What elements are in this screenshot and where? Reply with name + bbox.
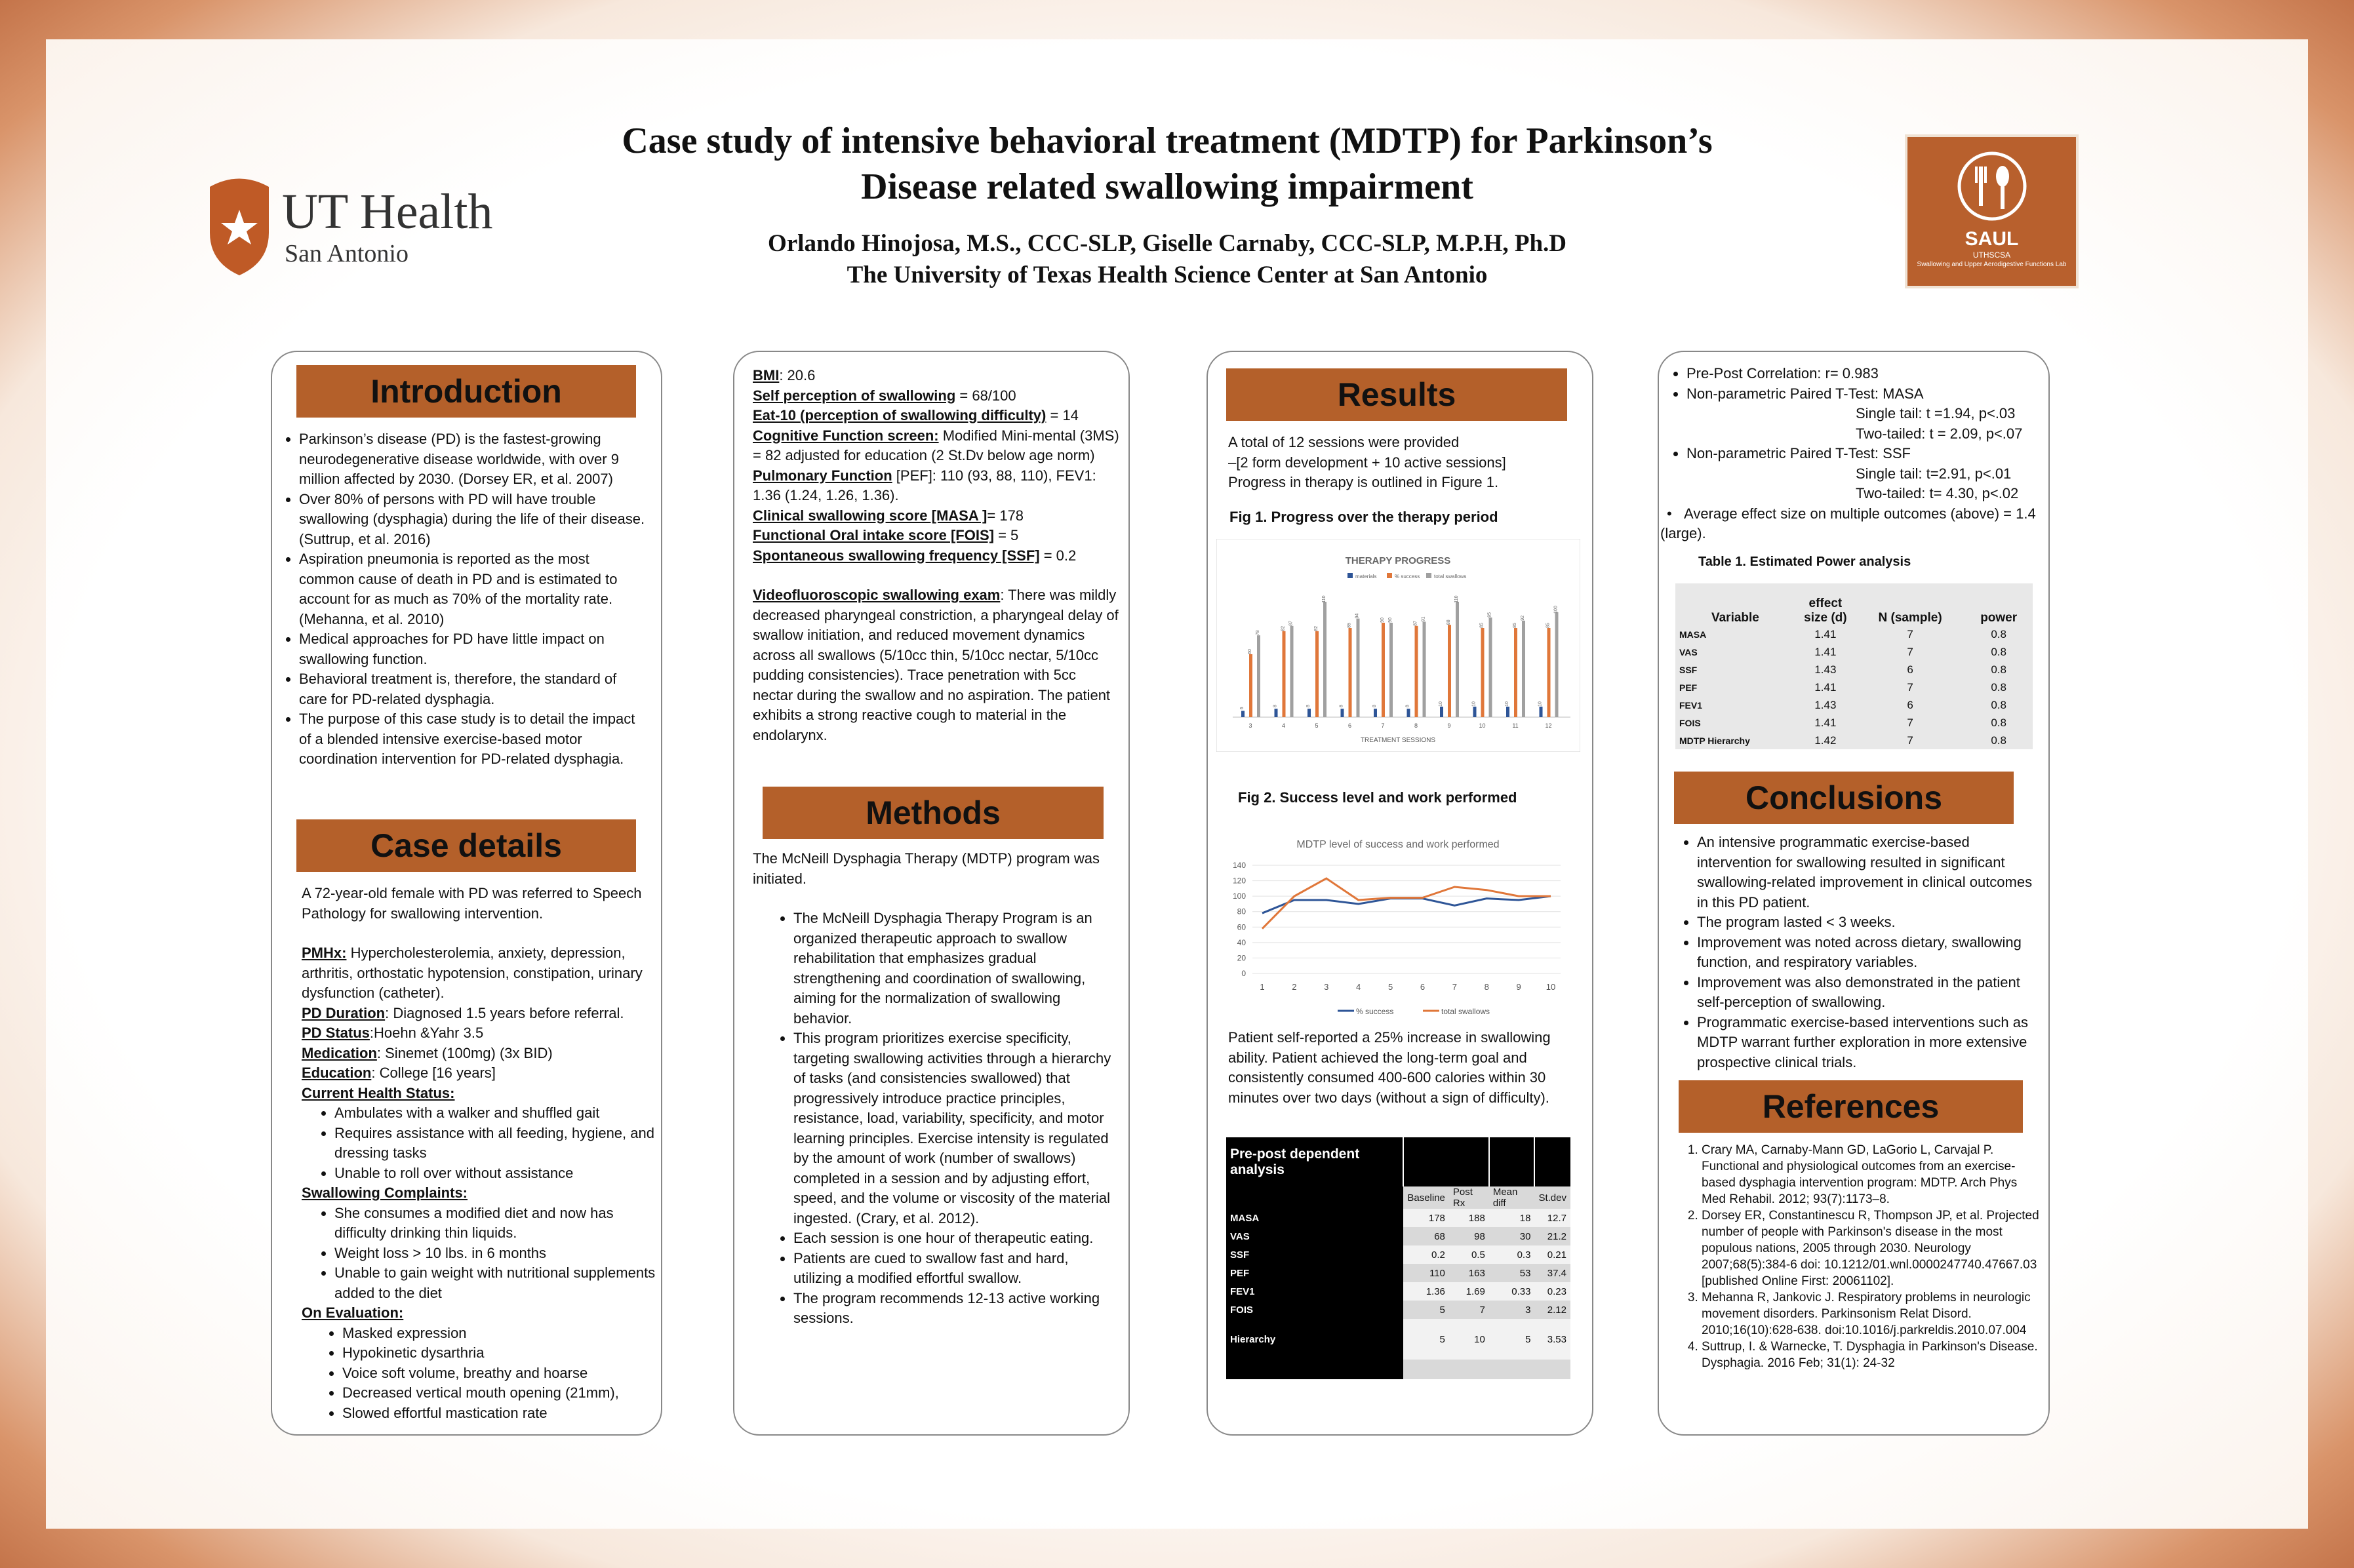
conclusion-bullet: • Improvement was also demonstrated in the patient self-perception of swallowing. [1697,973,2038,1013]
conclusions-heading: Conclusions [1674,772,2014,824]
fig1-bar-label: 92 [1521,615,1525,621]
prepost-cell: 30 [1489,1227,1535,1245]
reference-item: 3. Mehanna R, Jankovic J. Respiratory problems in neurologic movement disorders. Parkinsonism Relat Disord. 2010;16(10):628-638. doi:10.1016/j.parkreldis.2010.07.004 [1702,1289,2039,1339]
power-row-label: FEV1 [1679,699,1703,711]
power-cell: 1.41 [1814,627,1837,640]
complaint-item: • She consumes a modified diet and now has difficulty drinking thin liquids. [334,1204,656,1244]
fig1-bar [1555,612,1559,717]
eval-item: • Hypokinetic dysarthria [342,1343,656,1363]
fig1-bar [1275,709,1278,717]
power-cell: 1.41 [1814,645,1837,658]
fig1-bar-label: 95 [1487,612,1492,617]
power-row-label: PEF [1679,682,1698,693]
saul-sub2: Swallowing and Upper Aerodigestive Functions Lab [1917,261,2067,268]
fig1-caption: Fig 1. Progress over the therapy period [1229,509,1498,525]
prepost-row-label: Hierarchy [1226,1319,1403,1360]
results-intro: A total of 12 sessions were provided –[2 form development + 10 active sessions] Progress in therapy is outlined in Figure 1. [1228,434,1506,490]
fig1-bar [1389,623,1393,717]
reference-item: 1. Crary MA, Carnaby-Mann GD, LaGorio L, Carvajal P. Functional and physiological outcomes from an exercise-based dysphagia intervention program: MDTP. Arch Phys Med Rehabil. 2012; 93(7):1173–8. [1702,1142,2039,1207]
prepost-row-label: PEF [1226,1264,1403,1282]
fig1-bar-label: 10 [1538,701,1543,707]
power-cell: 0.8 [1991,734,2006,747]
case-eval-label: On Evaluation: [302,1304,404,1321]
fig2-x-tick: 4 [1356,982,1361,992]
prepost-row-label: FEV1 [1226,1282,1403,1301]
prepost-cell: 53 [1489,1264,1535,1282]
fig1-bar-label: 85 [1347,623,1352,628]
eval-item: • Slowed effortful mastication rate [342,1403,656,1424]
methods-text [753,849,1120,1329]
prepost-cell: 3.53 [1534,1319,1570,1360]
prepost-cell: 188 [1449,1209,1489,1227]
methods-bullet: • This program prioritizes exercise specificity, targeting swallowing activities through a hierarchy of tasks (and consistencies swallowed) that progressively introduce practice principles, resistance, load, variability, specificity, and motor learning principles. Exercise intensity is regulated by the amount of work (number of swallows) completed in a session and by adjusting effort, speed, and the volume or viscosity of the material ingested. (Crary, et al. 2012). [793,1029,1120,1228]
power-cell: 7 [1907,680,1913,694]
stat-masa-test: • Non-parametric Paired T-Test: MASA [1686,384,2041,404]
power-header: Variable [1711,611,1759,625]
prepost-header: Post Rx [1452,1186,1473,1209]
prepost-cell: 7 [1449,1301,1489,1319]
poster-title: Case study of intensive behavioral treatment (MDTP) for Parkinson’s Disease related swallowing impairment [622,121,1713,207]
power-row [1675,661,2033,678]
introduction-text [279,429,647,770]
fig2-title: MDTP level of success and work performed [1296,839,1500,850]
fig1-bar [1547,628,1551,717]
prepost-cell: 98 [1449,1227,1489,1245]
power-cell: 7 [1907,716,1913,729]
power-table-title: Table 1. Estimated Power analysis [1698,555,1911,569]
poster-authors: Orlando Hinojosa, M.S., CCC-SLP, Giselle Carnaby, CCC-SLP, M.P.H, Ph.D The University of Texas Health Science Center at San Antonio [767,230,1567,288]
prepost-cell: 0.2 [1403,1245,1449,1264]
fig1-bar [1456,602,1459,717]
conclusions-text [1658,833,2038,1072]
fig2-x-tick: 2 [1292,982,1297,992]
methods-intro: The McNeill Dysphagia Therapy (MDTP) program was initiated. [753,850,1100,887]
fig1-legend-label: total swallows [1434,574,1467,579]
fig2-x-tick: 6 [1420,982,1426,992]
fig1-bar [1407,709,1410,717]
power-cell: 7 [1907,734,1913,747]
power-row-label: VAS [1679,646,1698,657]
fig2-y-tick: 80 [1237,907,1246,916]
power-cell: 0.8 [1991,680,2006,694]
fig2-y-tick: 60 [1237,922,1246,932]
power-row-label: MDTP Hierarchy [1679,735,1750,746]
prepost-header: Baseline [1407,1192,1445,1204]
case-duration: PD Duration: Diagnosed 1.5 years before referral. [302,1004,624,1021]
fig1-bar [1506,707,1509,717]
ut-health-wordmark: UT Health [282,184,493,239]
conclusion-bullet: • An intensive programmatic exercise-based intervention for swallowing resulted in significant swallowing-related improvement in clinical outcomes in this PD patient. [1697,833,2038,912]
fig1-bar-label: 10 [1505,701,1509,707]
fig1-bar-label: 110 [1322,595,1327,603]
power-cell: 7 [1907,627,1913,640]
case-status: PD Status:Hoehn &Yahr 3.5 [302,1025,484,1041]
fig1-bar [1357,619,1360,717]
case-details-text [302,884,656,1423]
fig2-x-tick: 9 [1516,982,1521,992]
stat-ssf-two: Two-tailed: t= 4.30, p<.02 [1856,485,2019,501]
power-cell: 7 [1907,645,1913,658]
fig1-tick-label: 6 [1347,722,1352,729]
prepost-cell: 21.2 [1534,1227,1570,1245]
fig1-legend [1347,573,1466,579]
fig1-bar [1374,709,1377,717]
prepost-row [1226,1301,1570,1319]
health-item: • Ambulates with a walker and shuffled gait [334,1103,656,1124]
intro-bullet: • Behavioral treatment is, therefore, the standard of care for PD-related dysphagia. [299,669,647,709]
conclusion-bullet: • Programmatic exercise-based interventions such as MDTP warrant further exploration in more extensive prospective clinical trials. [1697,1013,2038,1073]
prepost-cell: 2.12 [1534,1301,1570,1319]
fig1-bar [1473,707,1477,717]
power-row-label: FOIS [1679,717,1701,728]
prepost-cell: 37.4 [1534,1264,1570,1282]
longhorn-shield-icon [203,174,275,279]
stat-masa-single: Single tail: t =1.94, p<.03 [1856,405,2016,421]
fig2-y-tick: 100 [1232,892,1246,901]
prepost-row-label: VAS [1226,1227,1403,1245]
prepost-cell: 68 [1403,1227,1449,1245]
fig2-y-tick: 140 [1232,861,1246,870]
stat-ssf-test: • Non-parametric Paired T-Test: SSF [1686,444,2041,464]
fig2-x-tick: 10 [1546,982,1556,992]
prepost-cell: 110 [1403,1264,1449,1282]
reference-item: 2. Dorsey ER, Constantinescu R, Thompson JP, et al. Projected number of people with Parkinson's disease in the most populous nations, 2005 through 2030. Neurology 2007;68(5):384-6 doi: 10.1212/01.wnl.0000247740.47667.03 [published Online First: 20061102]. [1702,1207,2039,1289]
prepost-cell: 0.5 [1449,1245,1489,1264]
ut-health-logo [203,174,518,279]
prepost-spacer-row [1226,1360,1570,1379]
reference-item: 4. Suttrup, I. & Warnecke, T. Dysphagia in Parkinson's Disease. Dysphagia. 2016 Feb; 31(1): 24-32 [1702,1339,2039,1371]
power-cell: 0.8 [1991,716,2006,729]
fig2-x-tick: 8 [1484,982,1489,992]
prepost-title: Pre-post dependent analysis [1230,1146,1360,1177]
prepost-row-label: SSF [1226,1245,1403,1264]
success-work-chart [1220,823,1577,1023]
intro-bullet: • Parkinson’s disease (PD) is the fastest-growing neurodegenerative disease worldwide, with over 9 million affected by 2030. (Dorsey ER, et al. 2007) [299,429,647,490]
fig1-bar-label: 91 [1421,616,1426,622]
power-row-label: SSF [1679,664,1698,675]
fig1-bar-label: 87 [1288,620,1294,626]
prepost-cell: 163 [1449,1264,1489,1282]
power-table [1675,583,2033,749]
fig1-bar [1481,628,1485,717]
fig1-bar-label: 82 [1281,625,1286,631]
fig2-y-tick: 120 [1232,876,1246,886]
fig1-bar-label: 82 [1314,625,1319,631]
eval-item: • Voice soft volume, breathy and hoarse [342,1363,656,1384]
fig1-bar-label: 85 [1546,623,1551,628]
conclusion-bullet: • Improvement was noted across dietary, swallowing function, and respiratory variables. [1697,933,2038,973]
fig2-x-tick: 5 [1387,982,1393,992]
conclusion-bullet: • The program lasted < 3 weeks. [1697,912,2038,933]
prepost-row-label: MASA [1226,1209,1403,1227]
fig2-y-tick: 0 [1241,969,1246,978]
prepost-cell: 18 [1489,1209,1535,1227]
fig1-bar [1448,625,1451,717]
case-details-heading: Case details [296,819,636,872]
ut-health-subtitle: San Antonio [285,240,409,267]
references-list [1662,1142,2039,1371]
prepost-cell: 5 [1489,1319,1535,1360]
prepost-header: Mean diff [1492,1186,1518,1209]
fig2-legend-label: total swallows [1441,1007,1490,1016]
stat-effect: • Average effect size on multiple outcomes (above) = 1.4 (large). [1660,505,2036,541]
power-cell: 1.41 [1814,716,1837,729]
power-row-label: MASA [1679,629,1707,640]
complaint-item: • Unable to gain weight with nutritional supplements added to the diet [334,1263,656,1303]
prepost-table [1226,1137,1570,1379]
fig1-bar-label: 10 [1439,701,1443,707]
health-item: • Requires assistance with all feeding, hygiene, and dressing tasks [334,1124,656,1164]
intro-bullet: • Medical approaches for PD have little impact on swallowing function. [299,629,647,669]
saul-name: SAUL [1965,228,2019,250]
fig1-bar [1241,711,1245,717]
power-cell: 0.8 [1991,663,2006,676]
fig1-bar-label: 100 [1553,606,1559,614]
fig2-y-tick: 40 [1237,937,1246,947]
fig1-bar [1540,707,1543,717]
stat-correlation: • Pre-Post Correlation: r= 0.983 [1686,364,2041,384]
prepost-cell: 0.21 [1534,1245,1570,1264]
power-cell: 0.8 [1991,645,2006,658]
results-summary: Patient self-reported a 25% increase in swallowing ability. Patient achieved the long-term goal and consistently consumed 400-600 calories within 30 minutes over two days (without a sign of difficulty). [1228,1029,1551,1106]
fig2-series-line [1262,878,1551,929]
power-row [1675,732,2033,749]
fig1-legend-swatch [1347,573,1353,578]
fig1-tick-label: 10 [1479,722,1486,729]
stat-masa-two: Two-tailed: t = 2.09, p<.07 [1856,425,2023,442]
fig1-bar-label: 90 [1380,617,1385,623]
fork-spoon-icon [1953,147,2031,225]
power-cell: 6 [1907,663,1913,676]
case-intro: A 72-year-old female with PD was referred to Speech Pathology for swallowing intervention. [302,885,642,922]
fig1-bar [1283,631,1286,717]
power-cell: 0.8 [1991,627,2006,640]
saul-lab-logo [1905,134,2079,288]
fig1-bar [1349,628,1352,717]
fig1-bar-label: 60 [1248,649,1252,654]
fig1-tick-label: 11 [1512,722,1519,729]
fig1-bar [1249,654,1252,717]
case-complaints-label: Swallowing Complaints: [302,1185,468,1201]
fig1-bar [1290,626,1294,717]
fig1-bar-label: 6 [1240,707,1245,710]
fig1-bar-label: 90 [1388,617,1393,623]
case-health-label: Current Health Status: [302,1084,455,1101]
fig1-xlabel: TREATMENT SESSIONS [1360,737,1436,744]
fig1-bar-label: 8 [1372,705,1377,708]
fig2-legend-label: % success [1356,1007,1394,1016]
power-header: N (sample) [1878,611,1942,625]
fig1-tick-label: 7 [1381,722,1385,729]
power-header: effect size (d) [1804,597,1847,625]
methods-bullet: • Patients are cued to swallow fast and hard, utilizing a modified effortful swallow. [793,1249,1120,1289]
fig1-bar [1440,707,1443,717]
prepost-cell: 5 [1403,1319,1449,1360]
fig1-bar-label: 110 [1454,595,1459,603]
fig1-legend-label: % success [1395,574,1420,579]
fig1-bar-label: 8 [1273,705,1278,708]
prepost-row [1226,1227,1570,1245]
prepost-cell: 3 [1489,1301,1535,1319]
fig1-bar [1514,628,1517,717]
fig1-tick-label: 5 [1315,722,1319,729]
prepost-cell: 12.7 [1534,1209,1570,1227]
fig1-tick-label: 12 [1545,722,1552,729]
intro-bullet: • Aspiration pneumonia is reported as the most common cause of death in PD and is estimated to account for as much as 70% of the mortality rate. (Mehanna, et al. 2010) [299,549,647,629]
power-cell: 6 [1907,698,1913,711]
case-education: Education: College [16 years] [302,1065,496,1081]
fig1-bar [1489,617,1492,717]
prepost-row [1226,1319,1570,1360]
fig1-bar-label: 88 [1446,619,1451,625]
therapy-progress-chart [1216,539,1580,752]
intro-bullet: • The purpose of this case study is to detail the impact of a blended intensive exercise-based motor coordination intervention for PD-related dysphagia. [299,709,647,770]
saul-sub1: UTHSCSA [1972,250,2011,260]
fig1-tick-label: 3 [1248,722,1252,729]
complaint-item: • Weight loss > 10 lbs. in 6 months [334,1244,656,1264]
prepost-cell: 0.23 [1534,1282,1570,1301]
eval-item: • Masked expression [342,1323,656,1344]
power-cell: 1.41 [1814,680,1837,694]
fig1-bar [1315,631,1319,717]
power-cell: 1.43 [1814,698,1837,711]
eval-item: • Decreased vertical mouth opening (21mm), [342,1383,656,1403]
fig1-bar-label: 87 [1413,620,1418,626]
prepost-cell: 5 [1403,1301,1449,1319]
fig1-bar [1522,621,1525,717]
fig1-tick-label: 4 [1281,722,1286,729]
methods-bullet: • The program recommends 12-13 active working sessions. [793,1289,1120,1329]
power-row [1675,678,2033,696]
methods-bullet: • The McNeill Dysphagia Therapy Program is an organized therapeutic approach to swallow rehabilitation that emphasizes gradual strengthening and coordination of swallowing, aiming for the normalization of swallowing behavior. [793,909,1120,1029]
power-header: power [1980,611,2018,625]
fig1-bar [1257,635,1260,717]
fig2-x-tick: 7 [1452,982,1457,992]
fig1-bar-label: 85 [1513,623,1517,628]
prepost-row [1226,1282,1570,1301]
prepost-header: St.dev [1538,1192,1566,1204]
power-row [1675,696,2033,714]
fig1-legend-label: materials [1355,574,1377,579]
fig1-bar-label: 8 [1405,705,1410,708]
fig2-x-tick: 1 [1260,982,1265,992]
methods-heading: Methods [763,787,1104,839]
prepost-cell: 1.36 [1403,1282,1449,1301]
fig1-bar-label: 85 [1479,623,1485,628]
fig1-bar [1415,626,1418,717]
statistics-text [1660,364,2041,544]
prepost-cell: 10 [1449,1319,1489,1360]
references-heading: References [1679,1080,2023,1133]
introduction-heading: Introduction [296,365,636,418]
results-heading: Results [1226,368,1567,421]
prepost-cell: 178 [1403,1209,1449,1227]
health-item: • Unable to roll over without assistance [334,1164,656,1184]
fig1-legend-swatch [1426,573,1431,578]
fig1-bar [1341,709,1344,717]
fig1-bar-label: 78 [1256,630,1260,636]
fig1-bar [1323,602,1327,717]
power-cell: 1.42 [1814,734,1837,747]
case-pmhx: PMHx: Hypercholesterolemia, anxiety, depression, arthritis, orthostatic hypotension, constipation, urinary dysfunction (catheter). [302,945,643,1001]
prepost-cell: 0.3 [1489,1245,1535,1264]
fig1-bar [1307,709,1311,717]
fig1-tick-label: 8 [1414,722,1418,729]
fig1-title: THERAPY PROGRESS [1345,555,1451,566]
prepost-row [1226,1245,1570,1264]
power-row [1675,625,2033,643]
prepost-row [1226,1264,1570,1282]
power-row [1675,643,2033,661]
intro-bullet: • Over 80% of persons with PD will have trouble swallowing (dysphagia) during the life of their disease. (Suttrup, et al. 2016) [299,490,647,550]
power-cell: 1.43 [1814,663,1837,676]
fig2-caption: Fig 2. Success level and work performed [1238,789,1517,806]
fig1-bar [1423,621,1426,717]
fig1-legend-swatch [1387,573,1392,578]
fig1-bar-label: 8 [1306,705,1311,708]
fig2-series-line [1262,896,1551,913]
fig1-bar-label: 8 [1339,705,1344,708]
prepost-cell: 0.33 [1489,1282,1535,1301]
fig1-bar-label: 94 [1355,613,1360,619]
fig1-bar-label: 10 [1471,701,1477,707]
prepost-row-label: FOIS [1226,1301,1403,1319]
stat-ssf-single: Single tail: t=2.91, p<.01 [1856,465,2012,482]
fig2-x-tick: 3 [1324,982,1329,992]
fig1-tick-label: 9 [1447,722,1451,729]
power-row [1675,714,2033,732]
prepost-cell: 1.69 [1449,1282,1489,1301]
prepost-row [1226,1209,1570,1227]
fig1-bar [1382,623,1385,717]
baseline-measures: BMI: 20.6 Self perception of swallowing = 68/100 Eat-10 (perception of swallowing difficulty) = 14 Cognitive Function screen: Modified Mini-mental (3MS) = 82 adjusted for education (2 St.Dv below age norm) Pulmonary Function [PEF]: 110 (93, 88, 110), FEV1: 1.36 (1.24, 1.26, 1.36). Clinical swallowing score [MASA ]= 178 Functional Oral intake score [FOIS] = 5 Spontaneous swallowing frequency [SSF] = 0.2 Videofluoroscopic swallowing exam: There was mildly decreased pharyngeal constriction, a pharyngeal delay of swallow initiation, and reduced movement dynamics across all swallows (5/10cc thin, 5/10cc nectar, 5/10cc pudding consistencies). Trace penetration with 5cc nectar during the swallow and no aspiration. The patient exhibits a strong reactive cough to material in the endolarynx. [753,367,1119,743]
case-medication: Medication: Sinemet (100mg) (3x BID) [302,1044,553,1061]
fig2-y-tick: 20 [1237,953,1246,963]
methods-bullet: • Each session is one hour of therapeutic eating. [793,1228,1120,1249]
power-cell: 0.8 [1991,698,2006,711]
